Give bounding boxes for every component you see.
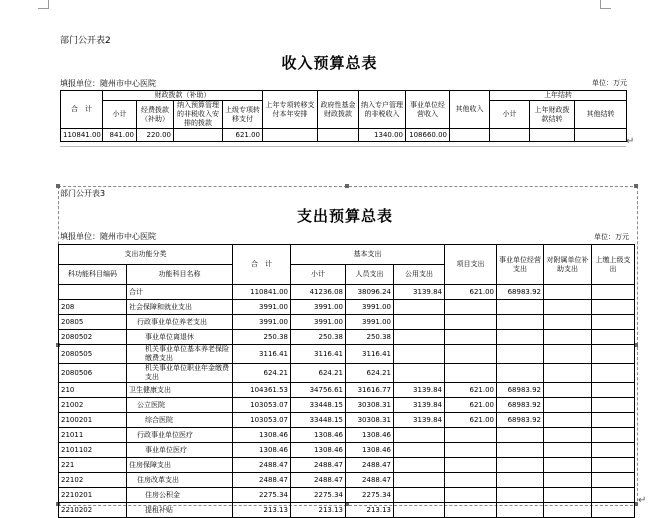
table-row <box>59 413 635 428</box>
cell-public <box>394 443 445 458</box>
t1-header-other: 其他收入 <box>450 91 490 129</box>
resize-handle[interactable] <box>345 184 349 188</box>
table-row <box>59 503 635 518</box>
cell-project <box>445 503 497 518</box>
cell-basic-sub: 624.21 <box>291 364 346 383</box>
cell-project <box>445 488 497 503</box>
cell-subsidy <box>544 364 592 383</box>
divider <box>60 146 626 147</box>
cell-code: 208 <box>59 300 127 315</box>
t2-header-category: 支出功能分类 <box>59 245 233 265</box>
cell-total: 250.38 <box>233 330 291 345</box>
cell-personnel: 2488.47 <box>346 458 394 473</box>
cell-business: 108660.00 <box>406 129 450 142</box>
cell-code: 2210202 <box>59 503 127 518</box>
page-corner-mark <box>38 0 49 9</box>
cell-business <box>497 458 544 473</box>
table-row <box>59 383 635 398</box>
cell-project <box>445 428 497 443</box>
cell-total: 3991.00 <box>233 315 291 330</box>
cell-code: 2080505 <box>59 345 127 364</box>
cell-upper <box>592 473 635 488</box>
cell-total: 2488.47 <box>233 458 291 473</box>
cell-personnel: 2488.47 <box>346 473 394 488</box>
cell-total: 103053.07 <box>233 398 291 413</box>
cell-subsidy <box>544 345 592 364</box>
cell-project <box>445 330 497 345</box>
cell-code: 2100201 <box>59 413 127 428</box>
cell-code: 20805 <box>59 315 127 330</box>
table-row <box>59 345 635 364</box>
cell-public <box>394 345 445 364</box>
cell-personnel: 624.21 <box>346 364 394 383</box>
cell-project <box>445 345 497 364</box>
cell-project: 621.00 <box>445 383 497 398</box>
table-row <box>59 315 635 330</box>
t2-header-personnel: 人员支出 <box>346 265 394 285</box>
t1-header-business: 事业单位经营收入 <box>406 91 450 129</box>
t1-header-carry-other: 其他结转 <box>575 101 627 129</box>
cell-name: 行政事业单位养老支出 <box>127 315 233 330</box>
cell-basic-sub: 3991.00 <box>291 300 346 315</box>
cell-subsidy <box>544 458 592 473</box>
cell-carry-sub <box>490 129 530 142</box>
cell-basic-sub: 33448.15 <box>291 398 346 413</box>
cell-basic-sub: 3991.00 <box>291 315 346 330</box>
cell-upper <box>592 443 635 458</box>
cell-name: 机关事业单位基本养老保险缴费支出 <box>127 345 233 364</box>
cell-business: 68983.92 <box>497 398 544 413</box>
cell-business <box>497 330 544 345</box>
cell-public <box>394 330 445 345</box>
cell-name: 住房公积金 <box>127 488 233 503</box>
cell-project <box>445 458 497 473</box>
cell-name: 提租补贴 <box>127 503 233 518</box>
cell-project <box>445 364 497 383</box>
cell-public: 3139.84 <box>394 383 445 398</box>
cell-subsidy <box>544 443 592 458</box>
cell-basic-sub: 1308.46 <box>291 428 346 443</box>
cell-business <box>497 488 544 503</box>
cell-subsidy <box>544 488 592 503</box>
cell-basic-sub: 34756.61 <box>291 383 346 398</box>
table-row <box>59 473 635 488</box>
cell-personnel: 1308.46 <box>346 443 394 458</box>
table1-title: 收入预算总表 <box>281 54 378 72</box>
cell-fiscal-budget <box>174 129 223 142</box>
cell-name: 住房改革支出 <box>127 473 233 488</box>
table-row <box>59 458 635 473</box>
table1-label: 部门公开表2 <box>60 36 111 46</box>
t2-header-name: 功能科目名称 <box>127 265 233 285</box>
table-row <box>59 488 635 503</box>
table-row <box>59 285 635 300</box>
cell-transfer: 621.00 <box>223 129 263 142</box>
t2-header-basic: 基本支出 <box>291 245 445 265</box>
paragraph-return-icon: ↵ <box>626 136 635 147</box>
cell-upper <box>592 345 635 364</box>
cell-basic-sub: 33448.15 <box>291 413 346 428</box>
cell-total: 3116.41 <box>233 345 291 364</box>
cell-code: 21002 <box>59 398 127 413</box>
t2-header-code: 科功能科目编码 <box>59 265 127 285</box>
table2-title: 支出预算总表 <box>296 207 393 225</box>
cell-project <box>445 443 497 458</box>
cell-upper <box>592 413 635 428</box>
cell-total: 1308.46 <box>233 428 291 443</box>
table1-unit-right: 单位：万元 <box>592 79 627 87</box>
cell-fiscal-sub: 841.00 <box>103 129 137 142</box>
cell-subsidy <box>544 330 592 345</box>
cell-total: 3991.00 <box>233 300 291 315</box>
cell-public <box>394 364 445 383</box>
cell-upper <box>592 503 635 518</box>
t1-header-total: 合 计 <box>61 91 103 129</box>
table-row <box>61 129 627 142</box>
cell-subsidy <box>544 473 592 488</box>
cell-public <box>394 300 445 315</box>
cell-total: 104361.53 <box>233 383 291 398</box>
cell-public <box>394 503 445 518</box>
cell-upper <box>592 330 635 345</box>
table-row <box>59 398 635 413</box>
cell-total: 2488.47 <box>233 473 291 488</box>
t1-header-prev-transfer: 上年专项转移支付本年安排 <box>263 91 318 129</box>
table2-unit-left: 填报单位：随州市中心医院 <box>60 232 156 241</box>
cell-subsidy <box>544 383 592 398</box>
cell-business: 68983.92 <box>497 413 544 428</box>
cell-other <box>450 129 490 142</box>
cell-code: 2210201 <box>59 488 127 503</box>
cell-code: 221 <box>59 458 127 473</box>
cell-personnel: 3991.00 <box>346 300 394 315</box>
cell-personnel: 250.38 <box>346 330 394 345</box>
cell-subsidy <box>544 413 592 428</box>
cell-basic-sub: 2488.47 <box>291 473 346 488</box>
table2-unit-right: 单位：万元 <box>594 233 629 241</box>
expenditure-table-body <box>59 285 635 518</box>
table2-label: 部门公开表3 <box>60 189 106 198</box>
cell-basic-sub: 250.38 <box>291 330 346 345</box>
cell-upper <box>592 383 635 398</box>
cell-basic-sub: 1308.46 <box>291 443 346 458</box>
t1-header-fiscal-budget: 纳入预算管理的非税收入安排的拨款 <box>174 101 223 129</box>
cell-personnel: 1308.46 <box>346 428 394 443</box>
cell-total: 110841.00 <box>233 285 291 300</box>
t1-header-carry-sub: 小计 <box>490 101 530 129</box>
t1-header-special-nontax: 纳入专户管理的非税收入 <box>359 91 406 129</box>
t2-header-upper: 上缴上级支出 <box>592 245 635 285</box>
cell-upper <box>592 458 635 473</box>
paragraph-return-icon: ↵ <box>638 495 647 506</box>
cell-total: 213.13 <box>233 503 291 518</box>
cell-business <box>497 503 544 518</box>
cell-subsidy <box>544 428 592 443</box>
cell-total: 1308.46 <box>233 443 291 458</box>
t2-header-subsidy: 对附属单位补助支出 <box>544 245 592 285</box>
income-budget-table <box>60 90 627 142</box>
cell-upper <box>592 300 635 315</box>
cell-subsidy <box>544 285 592 300</box>
cell-total: 110841.00 <box>61 129 103 142</box>
expenditure-budget-table <box>58 244 635 518</box>
t2-header-total: 合 计 <box>233 245 291 285</box>
cell-public: 3139.84 <box>394 398 445 413</box>
table-row <box>59 330 635 345</box>
cell-code: 2080502 <box>59 330 127 345</box>
t1-header-fiscal-op: 经费拨款（补助） <box>137 101 174 129</box>
table-row <box>59 428 635 443</box>
cell-business <box>497 345 544 364</box>
cell-special-nontax: 1340.00 <box>359 129 406 142</box>
cell-total: 103053.07 <box>233 413 291 428</box>
cell-carry-fiscal <box>530 129 575 142</box>
t2-header-public: 公用支出 <box>394 265 445 285</box>
t2-header-basic-sub: 小计 <box>291 265 346 285</box>
cell-code: 21011 <box>59 428 127 443</box>
t1-header-transfer: 上级专项转移支付 <box>223 101 263 129</box>
table-row <box>59 443 635 458</box>
cell-total: 624.21 <box>233 364 291 383</box>
cell-personnel: 38096.24 <box>346 285 394 300</box>
cell-name: 综合医院 <box>127 413 233 428</box>
cell-code: 2080506 <box>59 364 127 383</box>
cell-business: 68983.92 <box>497 285 544 300</box>
cell-upper <box>592 285 635 300</box>
cell-personnel: 3991.00 <box>346 315 394 330</box>
t1-header-carry: 上年结转 <box>490 91 627 101</box>
cell-public <box>394 315 445 330</box>
cell-name: 卫生健康支出 <box>127 383 233 398</box>
cell-subsidy <box>544 503 592 518</box>
cell-name: 机关事业单位职业年金缴费支出 <box>127 364 233 383</box>
page-corner-mark <box>600 0 611 9</box>
t2-header-project: 项目支出 <box>445 245 497 285</box>
cell-upper <box>592 364 635 383</box>
table1-unit-left: 填报单位：随州市中心医院 <box>60 79 156 88</box>
cell-name: 公立医院 <box>127 398 233 413</box>
cell-code: 2101102 <box>59 443 127 458</box>
cell-public <box>394 473 445 488</box>
cell-personnel: 213.13 <box>346 503 394 518</box>
cell-public <box>394 428 445 443</box>
cell-name: 事业单位医疗 <box>127 443 233 458</box>
cell-name: 行政事业单位医疗 <box>127 428 233 443</box>
cell-basic-sub: 2488.47 <box>291 458 346 473</box>
t2-header-business: 事业单位经营支出 <box>497 245 544 285</box>
t1-header-gov-fund: 政府性基金财政拨款 <box>318 91 359 129</box>
t1-header-fiscal: 财政拨款（补助） <box>103 91 263 101</box>
cell-name: 事业单位离退休 <box>127 330 233 345</box>
cell-fiscal-op: 220.00 <box>137 129 174 142</box>
cell-carry-other <box>575 129 627 142</box>
cell-personnel: 2275.34 <box>346 488 394 503</box>
cell-upper <box>592 488 635 503</box>
cell-business <box>497 300 544 315</box>
cell-personnel: 30308.31 <box>346 413 394 428</box>
cell-project <box>445 300 497 315</box>
cell-prev-transfer <box>263 129 318 142</box>
cell-upper <box>592 398 635 413</box>
cell-business <box>497 364 544 383</box>
cell-public <box>394 488 445 503</box>
cell-name: 住房保障支出 <box>127 458 233 473</box>
table-row <box>59 300 635 315</box>
cell-name: 社会保障和就业支出 <box>127 300 233 315</box>
cell-subsidy <box>544 300 592 315</box>
cell-project <box>445 473 497 488</box>
cell-basic-sub: 3116.41 <box>291 345 346 364</box>
cell-personnel: 3116.41 <box>346 345 394 364</box>
cell-code: 210 <box>59 383 127 398</box>
cell-project: 621.00 <box>445 285 497 300</box>
cell-business <box>497 473 544 488</box>
cell-project: 621.00 <box>445 398 497 413</box>
cell-upper <box>592 315 635 330</box>
cell-public <box>394 458 445 473</box>
cell-public: 3139.84 <box>394 285 445 300</box>
cell-total: 2275.34 <box>233 488 291 503</box>
cell-gov-fund <box>318 129 359 142</box>
cell-name: 合计 <box>127 285 233 300</box>
cell-upper <box>592 428 635 443</box>
cell-project: 621.00 <box>445 413 497 428</box>
cell-subsidy <box>544 398 592 413</box>
cell-project <box>445 315 497 330</box>
table-row <box>59 364 635 383</box>
cell-basic-sub: 41236.08 <box>291 285 346 300</box>
cell-business: 68983.92 <box>497 383 544 398</box>
cell-business <box>497 443 544 458</box>
cell-public: 3139.84 <box>394 413 445 428</box>
cell-personnel: 31616.77 <box>346 383 394 398</box>
t1-header-carry-fiscal: 上年财政拨款结转 <box>530 101 575 129</box>
cell-basic-sub: 213.13 <box>291 503 346 518</box>
cell-business <box>497 428 544 443</box>
resize-handle[interactable] <box>634 184 638 188</box>
cell-code: 22102 <box>59 473 127 488</box>
cell-subsidy <box>544 315 592 330</box>
cell-business <box>497 315 544 330</box>
cell-code <box>59 285 127 300</box>
cell-personnel: 30308.31 <box>346 398 394 413</box>
cell-basic-sub: 2275.34 <box>291 488 346 503</box>
t1-header-fiscal-sub: 小计 <box>103 101 137 129</box>
